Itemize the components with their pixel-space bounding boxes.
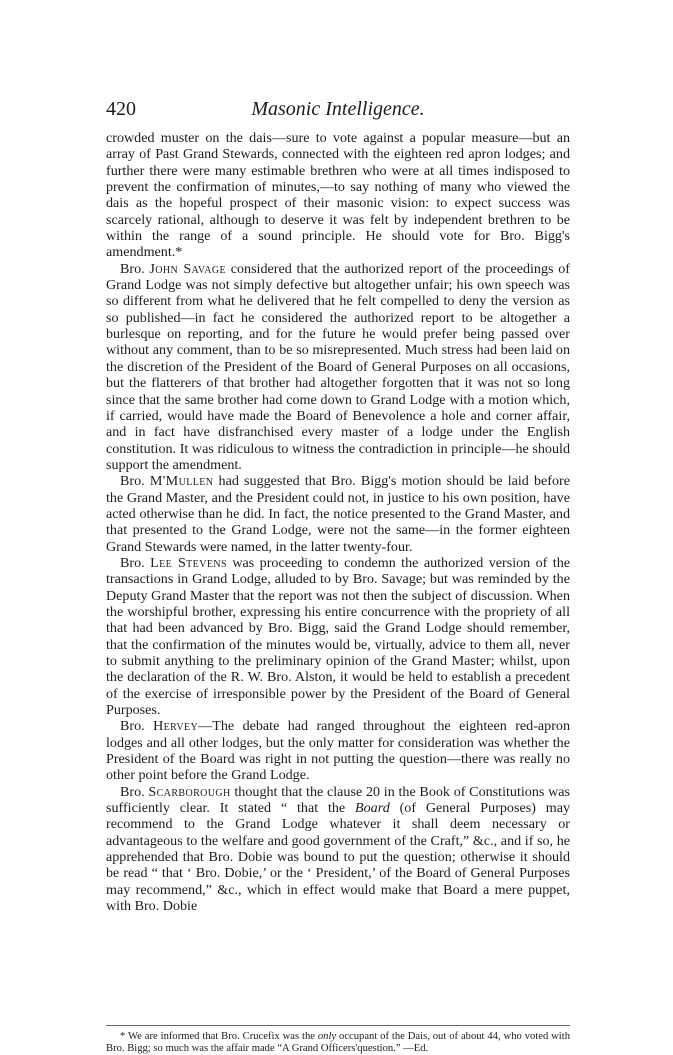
speaker-name: M'Mullen: [149, 473, 214, 490]
footnote: [106, 1031, 570, 1055]
speaker-name: Scarborough: [148, 783, 231, 800]
running-title: Masonic Intelligence.: [251, 98, 425, 120]
paragraph: [106, 473, 570, 555]
paragraph-text: was proceeding to condemn the authorized version of the transactions in Grand Lodge, alluded to by Bro. Savage; but was reminded by the Deputy Grand Master that the report was not then the subject of discussion. When the worshipful brother, expressing his entire concurrence with the propriety of all that had been advanced by Bro. Bigg, said the Grand Lodge should remember, that the confirmation of the minutes would be, virtually, advice to them all, never to submit anything to the preliminary opinion of the Grand Master; whilst, upon the declaration of the R. W. Bro. Alston, it would be held to establish a precedent of the exercise of irresponsible power by the President of the Board of General Purposes.: [106, 554, 571, 719]
speaker-name: Hervey: [153, 718, 199, 735]
paragraph-text: thought that the clause 20 in the Book of Constitutions was sufficiently clear. It stated “ that the: [106, 783, 571, 817]
page-number: 420: [106, 98, 136, 120]
paragraph-prefix: Bro.: [120, 718, 154, 735]
speaker-name: Lee Stevens: [150, 554, 227, 571]
paragraph: [106, 784, 570, 915]
footnote-text-part: * We are informed that Bro. Crucefix was the: [120, 1031, 318, 1042]
italic-word: Board: [355, 800, 390, 817]
speaker-name: John Savage: [149, 260, 226, 277]
paragraph-prefix: Bro.: [120, 554, 151, 571]
paragraph-text: had suggested that Bro. Bigg's motion should be laid before the Grand Master, and the President could not, in justice to his own position, have acted otherwise than he did. In fact, the notice presented to the Grand Master, and that presented to the Grand Lodge, were not the same—in the former eighteen Grand Stewards were named, in the latter twenty-four.: [106, 473, 570, 555]
paragraph-text: (of General Purposes) may recommend to the Grand Lodge whatever it shall deem necessary or advantageous to the welfare and good government of the Craft,” &c., and if so, he apprehended that Bro. Dobie was bound to put the question; otherwise it should be read “ that ‘ Bro. Dobie,’ or the ‘ President,’ of the Board of General Purposes may recommend,” &c., which in effect would make that Board a mere puppet, with Bro. Dobie: [106, 800, 571, 915]
paragraph-prefix: Bro.: [120, 783, 149, 800]
footnote-text-part: occupant of the Dais, out of about 44, who voted with Bro. Bigg; so much was the affair made “A Grand Officers'question.” —Ed.: [106, 1031, 570, 1054]
page-header: [106, 98, 570, 122]
footnote-text: [106, 1031, 570, 1055]
paragraph-prefix: Bro.: [120, 473, 150, 490]
paragraph: crowded muster on the dais—sure to vote against a popular measure—but an array of Past Grand Stewards, connected with the eighteen red apron lodges; and further there were many estimable brethren who were at all times indisposed to prevent the confirmation of minutes,—to say nothing of many who viewed the dais as the hopeful prospect of their masonic vision: to expect success was scarcely rational, although to deserve it was felt by independent brethren to be within the range of a sound principle. He should vote for Bro. Bigg's amendment.*: [106, 130, 570, 261]
paragraph: [106, 555, 570, 718]
paragraph: [106, 261, 570, 473]
body-text: [106, 130, 570, 915]
paragraph-text: considered that the authorized report of the proceedings of Grand Lodge was not simply defective but altogether unfair; his own speech was so different from what he delivered that he felt compelled to deny the version as so published—in fact he considered the authorized report to be altogether a burlesque on reporting, and for the future he would prefer being passed over without any comment, than to be so misrepresented. Much stress had been laid on the discretion of the President of the Board of General Purposes on all occasions, but the flatterers of that brother had altogether forgotten that it was not so long since that the same brother had come down to Grand Lodge with a motion which, if carried, would have made the Board of Benevolence a hole and corner affair, and in fact have disfranchised every master of a lodge under the English constitution. It was ridiculous to witness the contradiction in principle—he should support the amendment.: [106, 260, 570, 473]
paragraph-prefix: Bro.: [120, 260, 150, 277]
footnote-rule: [106, 1025, 570, 1026]
italic-word: only: [317, 1031, 337, 1042]
paragraph: [106, 718, 570, 783]
paragraph-text: —The debate had ranged throughout the eighteen red-apron lodges and all other lodges, but the only matter for consideration was whether the President of the Board was right in not putting the question—there was really no other point before the Grand Lodge.: [106, 718, 570, 784]
